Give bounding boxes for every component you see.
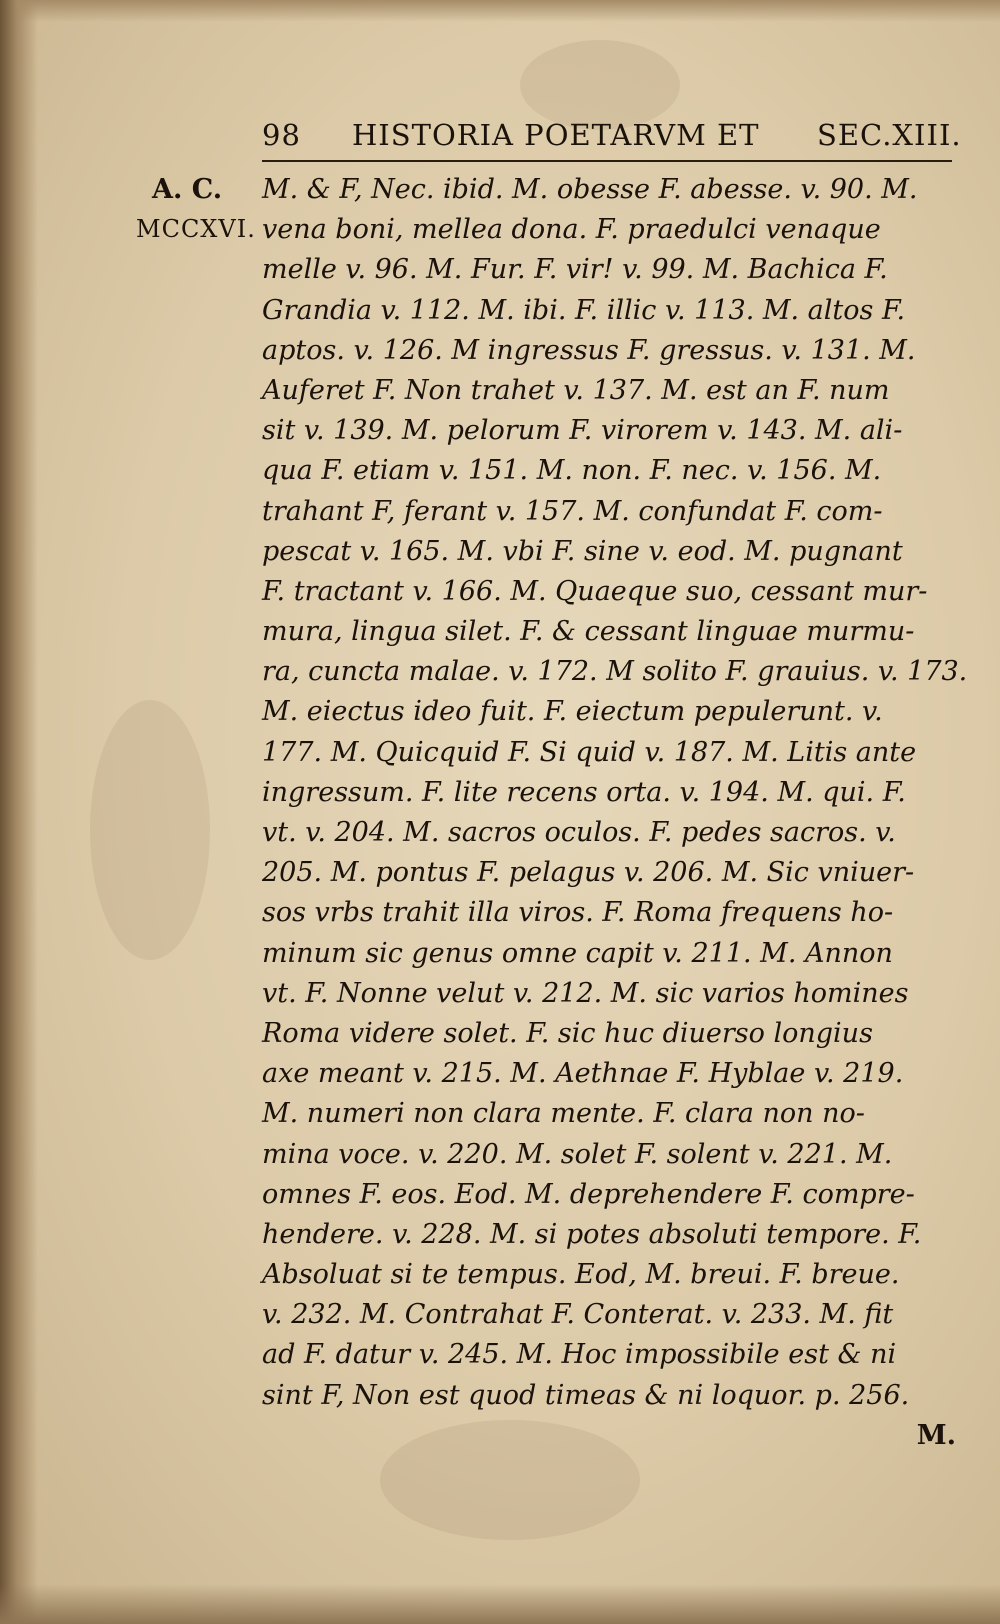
text-line: hendere. v. 228. M. si potes absoluti tempore. F.: [262, 1218, 922, 1250]
margin-era: A. C.: [152, 174, 223, 205]
text-line: sint F, Non est quod timeas & ni loquor. p. 256.: [262, 1379, 910, 1411]
text-body: [262, 170, 968, 1456]
text-line: ingressum. F. lite recens orta. v. 194. M. qui. F.: [262, 776, 906, 808]
text-line: vena boni, mellea dona. F. praedulci venaque: [262, 214, 881, 246]
text-line: sit v. 139. M. pelorum F. virorem v. 143. M. ali-: [262, 415, 903, 447]
text-line: M. eiectus ideo fuit. F. eiectum pepulerunt. v.: [262, 696, 883, 728]
text-line: mina voce. v. 220. M. solet F. solent v. 221. M.: [262, 1138, 893, 1170]
text-line: M. & F, Nec. ibid. M. obesse F. abesse. v. 90. M.: [262, 174, 918, 205]
text-line: vt. v. 204. M. sacros oculos. F. pedes sacros. v.: [262, 817, 896, 848]
text-line: 177. M. Quicquid F. Si quid v. 187. M. Litis ante: [262, 736, 917, 768]
running-title: HISTORIA POETARVM ET: [352, 118, 760, 152]
margin-year: MCCXVI.: [136, 215, 256, 243]
text-line: 205. M. pontus F. pelagus v. 206. M. Sic vniuer-: [262, 857, 915, 889]
text-line: ra, cuncta malae. v. 172. M solito F. grauius. v. 173.: [262, 656, 968, 688]
catchword: M.: [916, 1419, 956, 1451]
text-line: aptos. v. 126. M ingressus F. gressus. v. 131. M.: [262, 334, 916, 366]
page-bottom-shadow: [0, 1584, 1000, 1624]
text-line: axe meant v. 215. M. Aethnae F. Hyblae v. 219.: [262, 1058, 904, 1090]
text-line: Absoluat si te tempus. Eod, M. breui. F. breue.: [262, 1259, 900, 1291]
header-rule: [262, 160, 952, 162]
paper-stain: [90, 700, 210, 960]
text-line: mura, lingua silet. F. & cessant linguae murmu-: [262, 616, 915, 648]
text-line: F. tractant v. 166. M. Quaeque suo, cessant mur-: [262, 575, 928, 607]
text-line: vt. F. Nonne velut v. 212. M. sic varios homines: [262, 977, 909, 1009]
text-line: minum sic genus omne capit v. 211. M. Annon: [262, 937, 893, 969]
text-line: melle v. 96. M. Fur. F. vir! v. 99. M. Bachica F.: [262, 254, 888, 286]
text-line: Auferet F. Non trahet v. 137. M. est an F. num: [262, 374, 890, 406]
text-line: ad F. datur v. 245. M. Hoc impossibile est & ni: [262, 1339, 897, 1371]
paper-stain: [520, 40, 680, 130]
running-section: SEC.XIII.: [817, 118, 962, 152]
text-line: Grandia v. 112. M. ibi. F. illic v. 113. M. altos F.: [262, 294, 906, 326]
text-line: M. numeri non clara mente. F. clara non no-: [262, 1098, 865, 1130]
text-line: sos vrbs trahit illa viros. F. Roma frequens ho-: [262, 897, 894, 929]
page-number: 98: [262, 118, 301, 152]
text-line: trahant F, ferant v. 157. M. confundat F. com-: [262, 495, 883, 527]
page-binding-shadow: [0, 0, 38, 1624]
text-line: Roma videre solet. F. sic huc diuerso longius: [262, 1017, 873, 1049]
text-line: pescat v. 165. M. vbi F. sine v. eod. M. pugnant: [262, 535, 903, 567]
text-line: qua F. etiam v. 151. M. non. F. nec. v. 156. M.: [262, 455, 882, 487]
page-top-shadow: [0, 0, 1000, 22]
running-header: [262, 118, 962, 162]
text-line: v. 232. M. Contrahat F. Conterat. v. 233. M. fit: [262, 1299, 894, 1331]
text-line: omnes F. eos. Eod. M. deprehendere F. compre-: [262, 1178, 915, 1210]
